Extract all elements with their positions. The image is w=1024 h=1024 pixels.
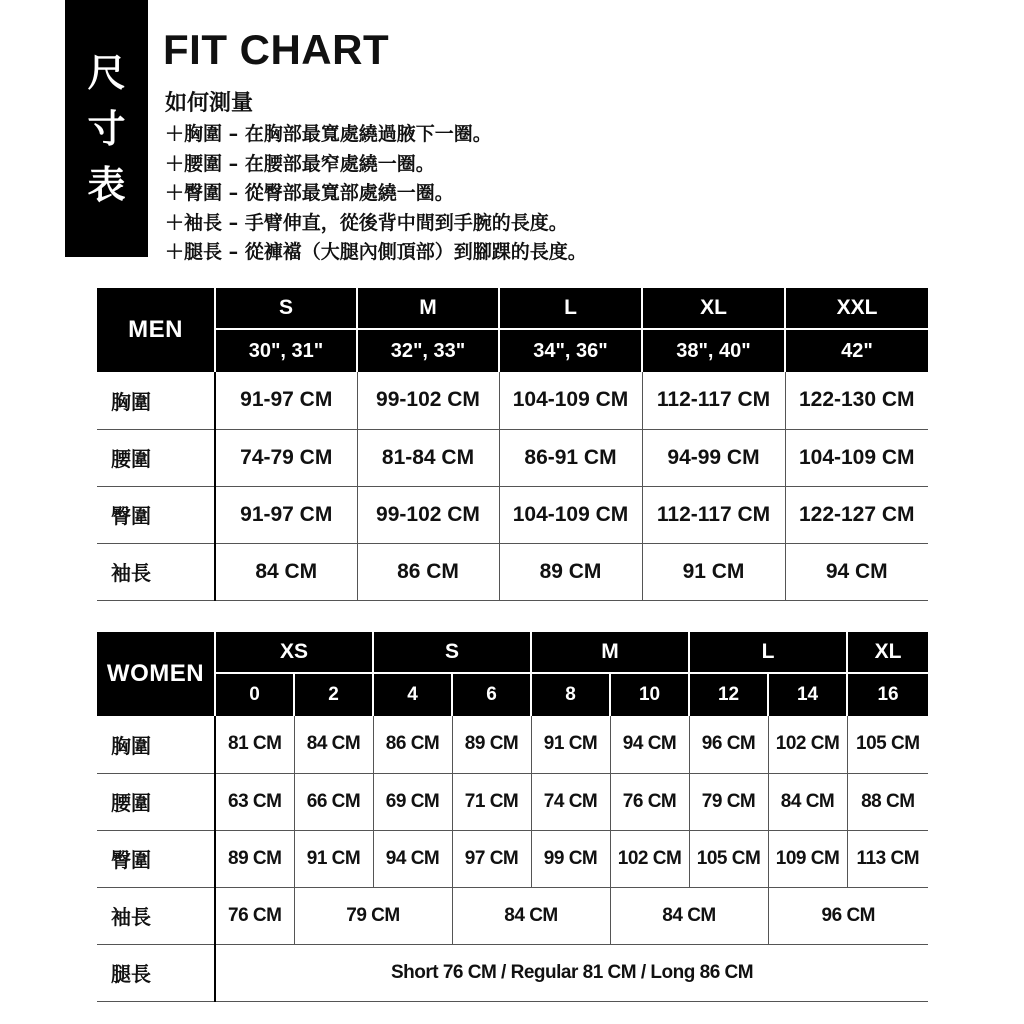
measurement-cell: 89 CM [452, 716, 531, 773]
measurement-cell: 76 CM [215, 887, 294, 944]
measurement-cell: 105 CM [847, 716, 928, 773]
women-row-sleeve [97, 887, 928, 944]
men-size-header: M [357, 288, 499, 329]
measurement-cell: 113 CM [847, 830, 928, 887]
measurement-cell: 112-117 CM [642, 486, 785, 543]
men-size-table [97, 288, 928, 601]
measurement-cell: 91-97 CM [215, 486, 357, 543]
men-row-waist [97, 429, 928, 486]
women-size-header: XS [215, 632, 373, 673]
measurement-cell: 99-102 CM [357, 486, 499, 543]
row-label: 臀圍 [97, 830, 215, 887]
women-numeric-size: 8 [531, 673, 610, 716]
row-label: 胸圍 [97, 716, 215, 773]
women-numeric-size: 16 [847, 673, 928, 716]
measurement-cell: 94 CM [785, 543, 928, 600]
measurement-cell: 122-127 CM [785, 486, 928, 543]
measurement-cell: 81-84 CM [357, 429, 499, 486]
measurement-cell: 109 CM [768, 830, 847, 887]
measurement-cell: 79 CM [294, 887, 452, 944]
measurement-cell: 74 CM [531, 773, 610, 830]
men-row-hip [97, 486, 928, 543]
measurement-cell: 91 CM [294, 830, 373, 887]
women-numeric-size: 14 [768, 673, 847, 716]
row-label: 腿長 [97, 944, 215, 1001]
measurement-cell: 84 CM [452, 887, 610, 944]
measurement-cell: 96 CM [689, 716, 768, 773]
women-numeric-size: 4 [373, 673, 452, 716]
women-size-header: S [373, 632, 531, 673]
measurement-cell: 81 CM [215, 716, 294, 773]
side-title-char: 尺 [87, 50, 126, 95]
measurement-cell: 104-109 CM [499, 486, 642, 543]
side-title-tab [65, 0, 148, 257]
measurement-cell: 105 CM [689, 830, 768, 887]
measurement-instructions [165, 120, 587, 268]
men-waist-size: 30", 31" [215, 329, 357, 372]
measurement-cell: 86 CM [373, 716, 452, 773]
measurement-cell: 86 CM [357, 543, 499, 600]
men-row-sleeve [97, 543, 928, 600]
instruction-chest: ＋胸圍 – 在胸部最寬處繞過腋下一圈。 [165, 123, 492, 145]
row-label: 胸圍 [97, 372, 215, 429]
measurement-cell: 91-97 CM [215, 372, 357, 429]
measurement-cell: 94 CM [373, 830, 452, 887]
measurement-cell: 91 CM [531, 716, 610, 773]
row-label: 腰圍 [97, 429, 215, 486]
women-numeric-size: 10 [610, 673, 689, 716]
side-title-char: 表 [87, 162, 126, 207]
row-label: 腰圍 [97, 773, 215, 830]
measurement-cell: 99 CM [531, 830, 610, 887]
row-label: 臀圍 [97, 486, 215, 543]
inseam-value: Short 76 CM / Regular 81 CM / Long 86 CM [215, 944, 928, 1001]
instruction-hip: ＋臀圍 – 從臀部最寬部處繞一圈。 [165, 182, 454, 204]
men-row-chest [97, 372, 928, 429]
men-size-header: L [499, 288, 642, 329]
women-size-header: L [689, 632, 847, 673]
measurement-cell: 74-79 CM [215, 429, 357, 486]
row-label: 袖長 [97, 887, 215, 944]
measurement-cell: 71 CM [452, 773, 531, 830]
measurement-cell: 66 CM [294, 773, 373, 830]
measurement-cell: 84 CM [610, 887, 768, 944]
instruction-waist: ＋腰圍 – 在腰部最窄處繞一圈。 [165, 152, 435, 175]
measurement-cell: 104-109 CM [499, 372, 642, 429]
women-size-header: XL [847, 632, 928, 673]
measurement-cell: 79 CM [689, 773, 768, 830]
measurement-cell: 94-99 CM [642, 429, 785, 486]
women-row-waist [97, 773, 928, 830]
measurement-cell: 76 CM [610, 773, 689, 830]
measurement-cell: 89 CM [215, 830, 294, 887]
men-size-header: S [215, 288, 357, 329]
measurement-cell: 96 CM [768, 887, 928, 944]
men-label: MEN [97, 288, 215, 372]
women-size-table [97, 632, 928, 1002]
measurement-cell: 112-117 CM [642, 372, 785, 429]
men-waist-size: 32", 33" [357, 329, 499, 372]
measurement-cell: 122-130 CM [785, 372, 928, 429]
women-numeric-size: 0 [215, 673, 294, 716]
women-row-inseam [97, 944, 928, 1001]
women-label: WOMEN [97, 632, 215, 716]
measurement-cell: 102 CM [610, 830, 689, 887]
women-row-chest [97, 716, 928, 773]
instruction-sleeve: ＋袖長 – 手臂伸直，從後背中間到手腕的長度。 [165, 211, 568, 234]
men-size-header: XL [642, 288, 785, 329]
women-size-header: M [531, 632, 689, 673]
row-label: 袖長 [97, 543, 215, 600]
instruction-inseam: ＋腿長 – 從褲襠（大腿內側頂部）到腳踝的長度。 [165, 241, 587, 263]
measurement-cell: 104-109 CM [785, 429, 928, 486]
women-numeric-size: 2 [294, 673, 373, 716]
how-to-measure-heading: 如何測量 [165, 91, 254, 116]
measurement-cell: 84 CM [768, 773, 847, 830]
women-numeric-size: 6 [452, 673, 531, 716]
measurement-cell: 91 CM [642, 543, 785, 600]
side-title-char: 寸 [87, 106, 126, 151]
measurement-cell: 63 CM [215, 773, 294, 830]
measurement-cell: 84 CM [294, 716, 373, 773]
page-title: FIT CHART [163, 26, 390, 73]
women-row-hip [97, 830, 928, 887]
measurement-cell: 88 CM [847, 773, 928, 830]
men-waist-size: 42" [785, 329, 928, 372]
men-waist-size: 38", 40" [642, 329, 785, 372]
measurement-cell: 89 CM [499, 543, 642, 600]
measurement-cell: 99-102 CM [357, 372, 499, 429]
measurement-cell: 97 CM [452, 830, 531, 887]
measurement-cell: 84 CM [215, 543, 357, 600]
men-size-header: XXL [785, 288, 928, 329]
measurement-cell: 86-91 CM [499, 429, 642, 486]
men-waist-size: 34", 36" [499, 329, 642, 372]
measurement-cell: 102 CM [768, 716, 847, 773]
measurement-cell: 69 CM [373, 773, 452, 830]
women-numeric-size: 12 [689, 673, 768, 716]
measurement-cell: 94 CM [610, 716, 689, 773]
